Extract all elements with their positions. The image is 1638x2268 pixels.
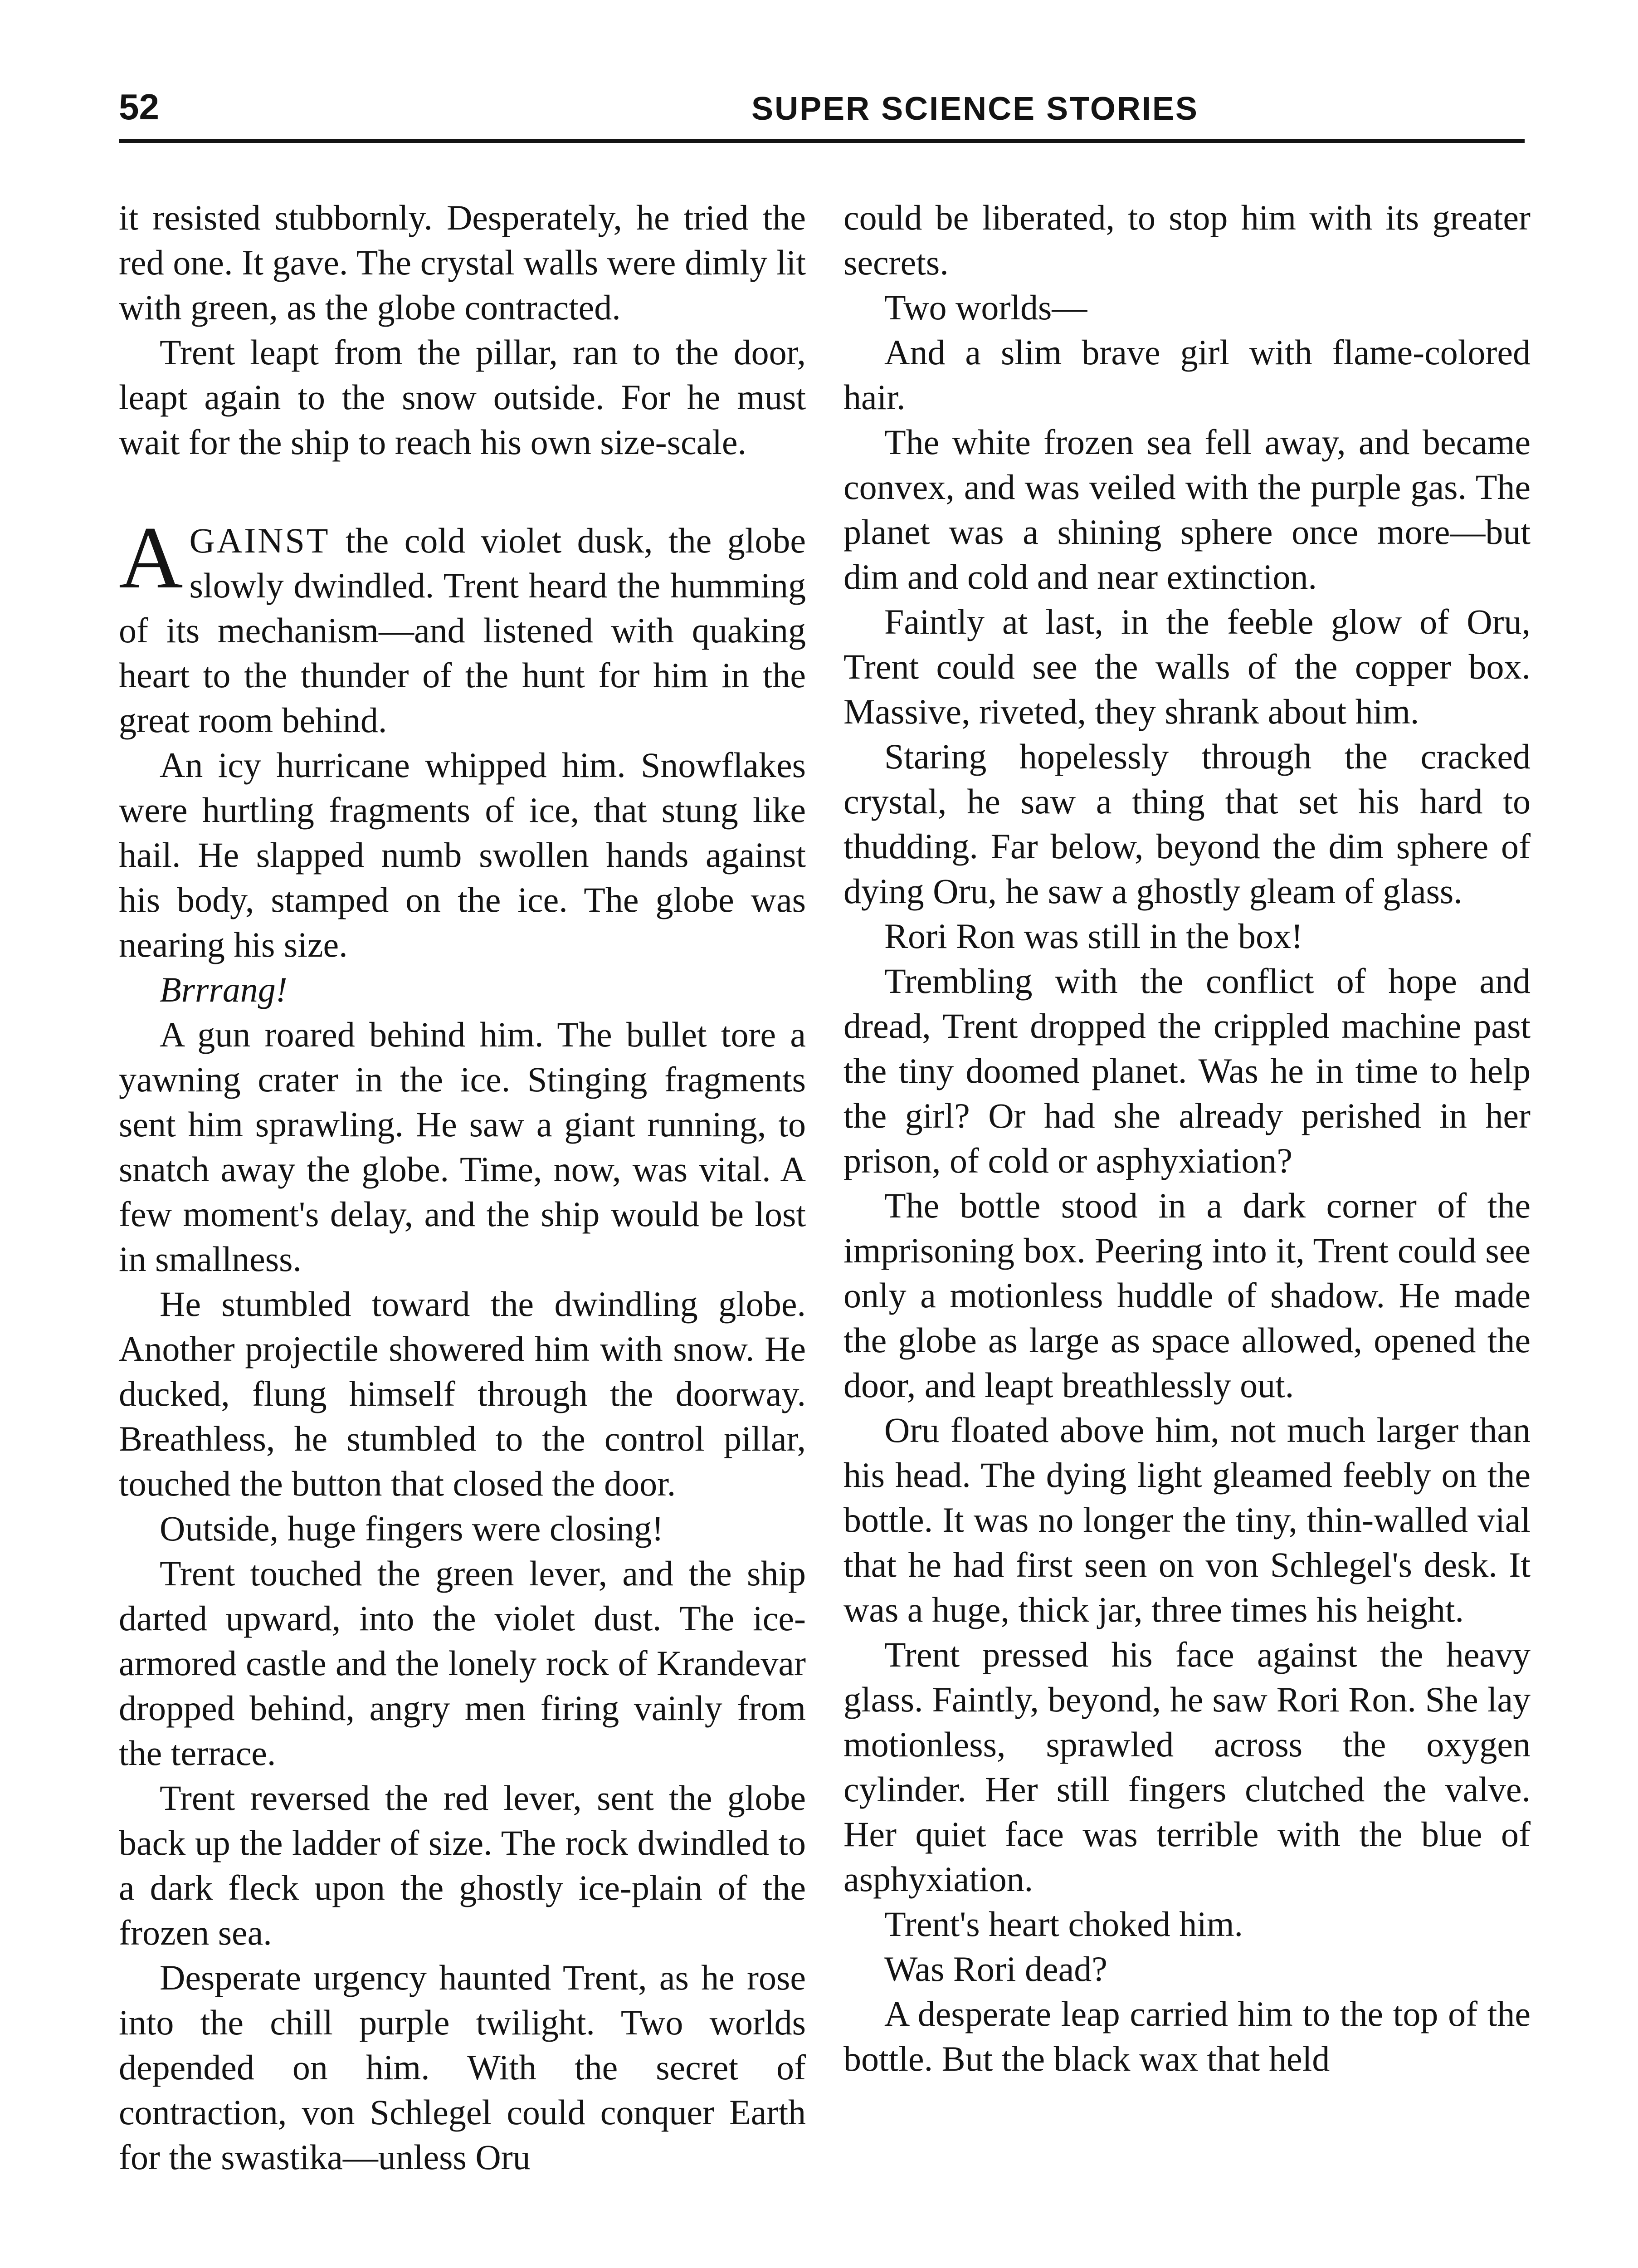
paragraph: could be liberated, to stop him with its greater secrets.	[843, 198, 1531, 282]
paragraph: And a slim brave girl with flame-colored hair.	[843, 332, 1531, 417]
paragraph: Trent reversed the red lever, sent the globe back up the ladder of size. The rock dwindled to a dark fleck upon the ghostly ice-plain of the frozen sea.	[119, 1778, 806, 1952]
right-column	[843, 195, 1531, 2081]
paragraph: Desperate urgency haunted Trent, as he rose into the chill purple twilight. Two worlds depended on him. With the secret of contraction, von Schlegel could conquer Earth for the swastika—unless Oru	[119, 1958, 806, 2177]
paragraph: The white frozen sea fell away, and became convex, and was veiled with the purple gas. The planet was a shining sphere once more—but dim and cold and near extinction.	[843, 422, 1531, 596]
paragraph: it resisted stubbornly. Desperately, he tried the red one. It gave. The crystal walls were dimly lit with green, as the globe contracted.	[119, 198, 806, 327]
paragraph: A desperate leap carried him to the top of the bottle. But the black wax that held	[843, 1994, 1531, 2078]
header-rule	[119, 139, 1525, 143]
section-opening-text: the cold violet dusk, the globe slowly dwindled. Trent heard the humming of its mechanism—and listened with quaking heart to the thunder of the hunt for him in the great room behind.	[119, 521, 806, 740]
paragraph: Two worlds—	[884, 288, 1087, 327]
paragraph: Faintly at last, in the feeble glow of Oru, Trent could see the walls of the copper box. Massive, riveted, they shrank about him.	[843, 602, 1531, 731]
paragraph: A gun roared behind him. The bullet tore a yawning crater in the ice. Stinging fragments sent him sprawling. He saw a giant running, to snatch away the globe. Time, now, was vital. A few moment's delay, and the ship would be lost in smallness.	[119, 1015, 806, 1279]
paragraph: Oru floated above him, not much larger than his head. The dying light gleamed feebly on the bottle. It was no longer the tiny, thin-walled vial that he had first seen on von Schlegel's desk. It was a huge, thick jar, three times his height.	[843, 1410, 1531, 1629]
paragraph: He stumbled toward the dwindling globe. Another projectile showered him with snow. He ducked, flung himself through the doorway. Breathless, he stumbled to the control pillar, touched the button that closed the door.	[119, 1284, 806, 1503]
paragraph: Rori Ron was still in the box!	[884, 916, 1303, 956]
paragraph: Trent touched the green lever, and the ship darted upward, into the violet dust. The ice-armored castle and the lonely rock of Krandevar dropped behind, angry men firing vainly from the terrace.	[119, 1554, 806, 1773]
paragraph: Staring hopelessly through the cracked crystal, he saw a thing that set his hard to thudding. Far below, beyond the dim sphere of dying Oru, he saw a ghostly gleam of glass.	[843, 737, 1531, 911]
paragraph: Was Rori dead?	[884, 1949, 1107, 1989]
section-lead-caps: GAINST	[189, 521, 330, 560]
paragraph: An icy hurricane whipped him. Snowflakes were hurtling fragments of ice, that stung like hail. He slapped numb swollen hands against his body, stamped on the ice. The globe was nearing his size.	[119, 745, 806, 964]
paragraph: Trent's heart choked him.	[884, 1904, 1243, 1944]
paragraph: Trembling with the conflict of hope and dread, Trent dropped the crippled machine past the tiny doomed planet. Was he in time to help the girl? Or had she already perished in her prison, of cold or asphyxiation?	[843, 961, 1531, 1180]
left-column	[119, 195, 806, 2180]
section-opening-paragraph	[119, 508, 806, 743]
page-number: 52	[119, 87, 159, 127]
paragraph: Trent pressed his face against the heavy glass. Faintly, beyond, he saw Rori Ron. She lay motionless, sprawled across the oxygen cylinder. Her still fingers clutched the valve. Her quiet face was terrible with the blue of asphyxiation.	[843, 1635, 1531, 1899]
paragraph: Outside, huge fingers were closing!	[160, 1509, 664, 1548]
paragraph: The bottle stood in a dark corner of the imprisoning box. Peering into it, Trent could see only a motionless huddle of shadow. He made the globe as large as space allowed, opened the door, and leapt breathlessly out.	[843, 1186, 1531, 1405]
paragraph: Trent leapt from the pillar, ran to the door, leapt again to the snow outside. For he must wait for the ship to reach his own size-scale.	[119, 332, 806, 462]
paragraph: Brrrang!	[160, 970, 288, 1009]
drop-cap: A	[119, 508, 183, 607]
running-title: SUPER SCIENCE STORIES	[751, 91, 1199, 127]
